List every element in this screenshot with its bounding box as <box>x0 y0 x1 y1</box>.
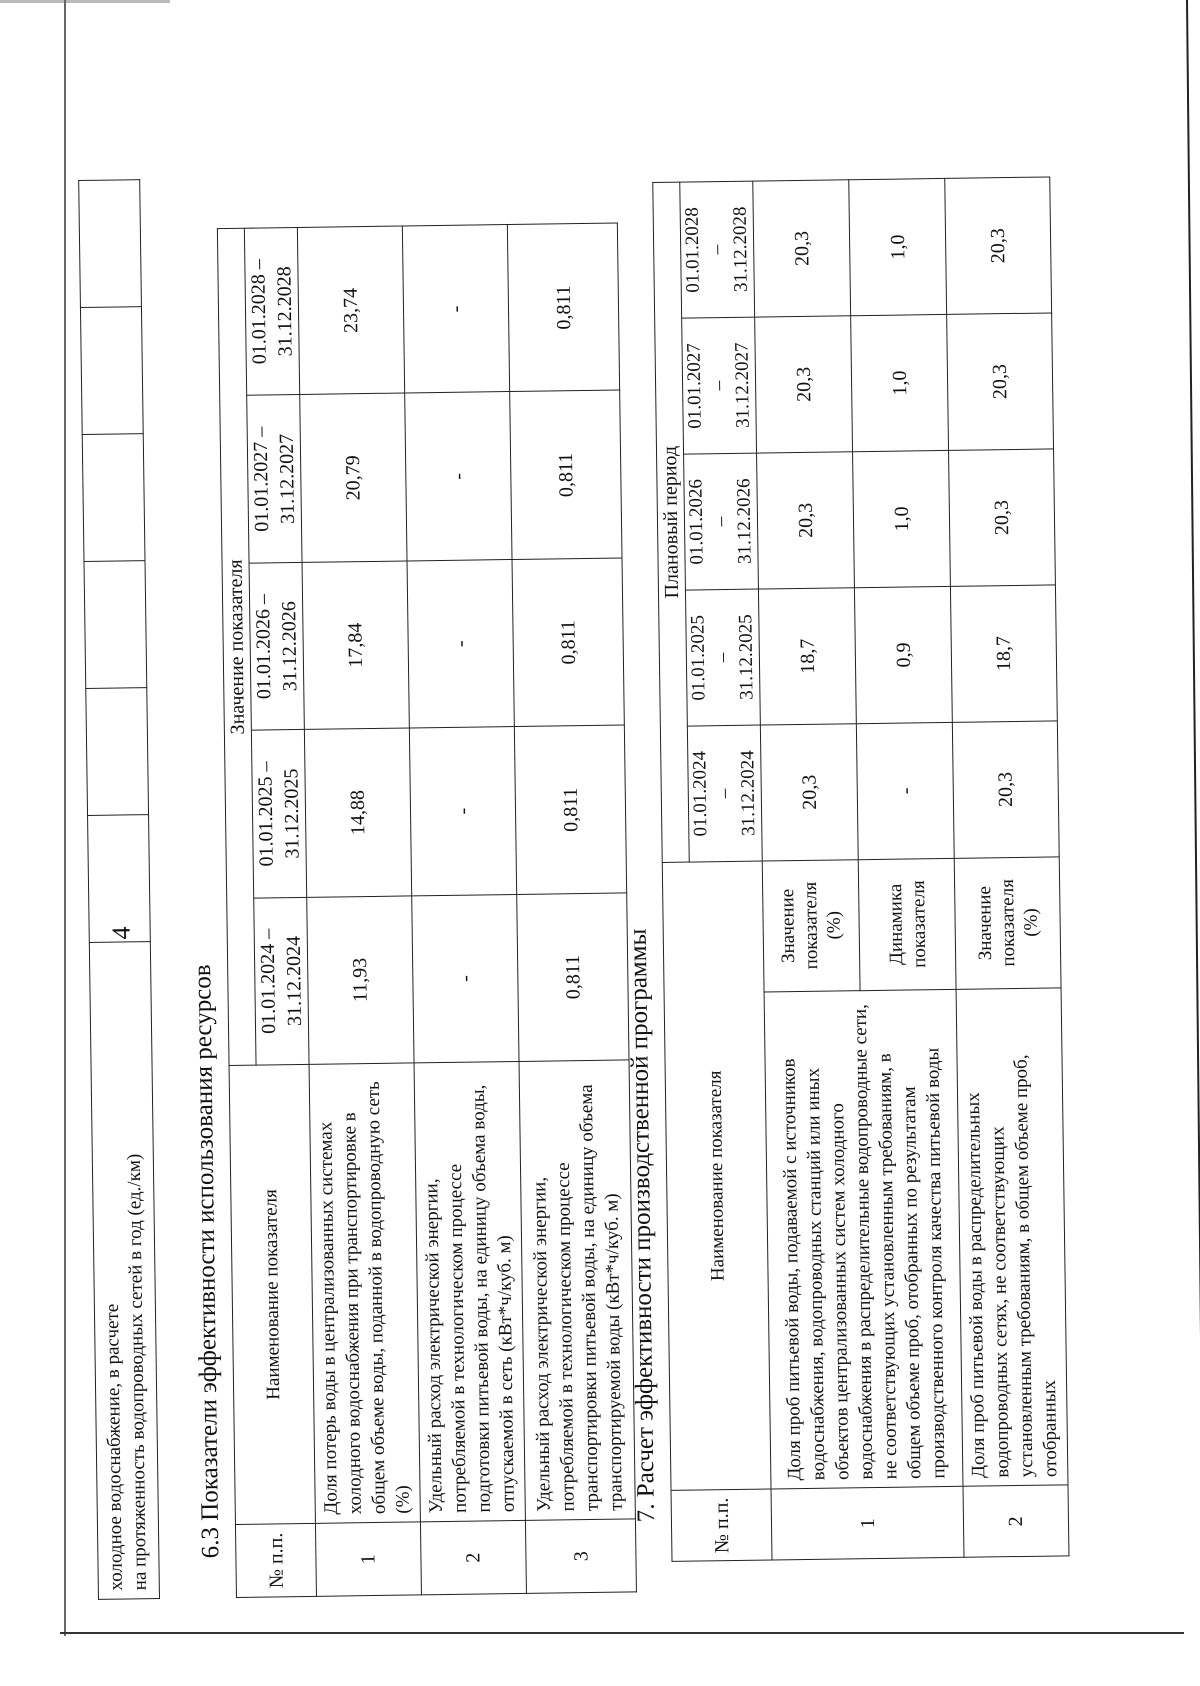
row-value: 18,7 <box>758 588 856 725</box>
row-name: Удельный расход электрической энергии, потребляемой в технологическом процессе транспортировки питьевой воды, на единицу объема транспортируемой воды (кВт*ч/куб. м) <box>519 1060 635 1521</box>
row-value: - <box>856 722 954 859</box>
period-dash: – <box>708 380 730 391</box>
scan-edge <box>60 1632 1184 1634</box>
period-dash: – <box>709 516 732 527</box>
table-row <box>297 226 421 1596</box>
row-name: Доля потерь воды в централизованных системах холодного водоснабжения при транспортировке в общем объеме воды, поданной в водопроводную сеть (%) <box>309 1063 420 1523</box>
section-title-7: 7. Расчет эффективности производственной программы <box>624 928 660 1523</box>
row-value: 0,811 <box>507 223 619 392</box>
row-value: - <box>409 727 516 896</box>
col-header-value: Значение показателя <box>217 228 256 1065</box>
row-value: 0,9 <box>854 586 952 723</box>
row-value: - <box>407 559 514 728</box>
page-number: 4 <box>106 926 136 940</box>
row-value: - <box>412 894 519 1063</box>
row-value: 1,0 <box>849 178 947 315</box>
row-name: Удельный расход электрической энергии, потребляемой в технологическом процессе подготовки питьевой воды, на единицу объема воды, отпускаемой в сеть (кВт*ч/куб. м) <box>414 1061 525 1521</box>
row-name: Доля проб питьевой воды, подаваемой с источников водоснабжения, водопроводных станций или иных объектов централизованных систем холодного водоснабжения в распределительные водопроводные сети, не соответствующих установленным требованиям, в общем объеме проб, отобранных по результатам производственного контроля качества питьевой воды <box>764 989 963 1489</box>
indicator-kind: Динамика показателя <box>858 858 956 990</box>
empty-cell <box>84 561 147 689</box>
period-start: 01.01.2027 <box>683 343 706 429</box>
row-value: 20,3 <box>947 313 1054 450</box>
row-value: 18,7 <box>950 585 1057 722</box>
period-end: 31.12.2028 <box>729 206 752 293</box>
row-value: 20,3 <box>760 724 858 861</box>
period-header <box>687 725 762 862</box>
row-number: 1 <box>771 1487 964 1560</box>
scan-edge <box>0 0 170 3</box>
row-number: 2 <box>963 1485 1069 1557</box>
continued-table <box>78 179 160 1600</box>
period-header: 01.01.2026 – 31.12.2026 <box>249 562 304 730</box>
period-end: 31.12.2027 <box>731 342 754 429</box>
period-header: 01.01.2025 – 31.12.2025 <box>251 730 306 898</box>
empty-cell <box>80 307 143 435</box>
indicator-kind: Значение показателя (%) <box>762 859 860 991</box>
row-value: 0,811 <box>510 390 622 559</box>
program-efficiency-body <box>753 177 1069 1560</box>
program-efficiency-table <box>652 176 1069 1561</box>
period-header <box>682 317 757 454</box>
period-header <box>685 589 760 726</box>
row-number: 1 <box>315 1522 421 1596</box>
period-dash: – <box>711 652 733 663</box>
row-value: - <box>405 392 512 561</box>
col-header-name: Наименование показателя <box>229 1064 315 1524</box>
period-start: 01.01.2024 <box>689 750 712 837</box>
row-value: 17,84 <box>302 561 409 730</box>
period-dash: – <box>706 244 728 255</box>
table-row <box>945 177 1069 1557</box>
period-header: 01.01.2028 – 31.12.2028 <box>244 227 299 395</box>
row-value: 1,0 <box>853 450 951 587</box>
continued-row-label <box>89 942 159 1600</box>
col-header-name: Наименование показателя <box>662 861 771 1491</box>
row-value: 11,93 <box>307 896 414 1065</box>
row-value: 23,74 <box>297 226 404 395</box>
period-start: 01.01.2026 <box>685 478 708 565</box>
indicator-kind: Значение показателя (%) <box>954 857 1061 989</box>
empty-cell <box>88 815 151 943</box>
resource-efficiency-table <box>217 222 637 1597</box>
row-number: 2 <box>420 1521 526 1595</box>
row-value: 0,811 <box>517 893 629 1062</box>
row-value: 20,3 <box>952 721 1059 858</box>
row-value: 20,3 <box>949 449 1056 586</box>
empty-cell <box>82 434 145 562</box>
col-header-num: № п.п. <box>671 1489 772 1561</box>
section-title-6-3: 6.3 Показатели эффективности использования ресурсов <box>189 964 225 1559</box>
period-header: 01.01.2024 – 31.12.2024 <box>254 897 309 1065</box>
period-start: 01.01.2028 <box>681 207 704 293</box>
row-value: 1,0 <box>851 314 949 451</box>
period-end: 31.12.2026 <box>733 478 756 565</box>
row-value: 0,811 <box>514 725 626 894</box>
empty-cell <box>79 180 142 308</box>
row-value: 14,88 <box>304 728 411 897</box>
resource-efficiency-body <box>297 223 636 1596</box>
rotated-document-page <box>69 65 1140 1600</box>
continued-row-line1: холодное водоснабжение, в расчете <box>101 1303 127 1591</box>
table-row <box>507 223 636 1593</box>
row-value: 20,3 <box>945 177 1052 314</box>
row-value: 20,3 <box>757 452 855 589</box>
period-header: 01.01.2027 – 31.12.2027 <box>247 395 302 563</box>
row-number: 3 <box>525 1519 636 1593</box>
row-value: 20,3 <box>753 180 851 317</box>
empty-cell <box>86 688 149 816</box>
row-value: - <box>402 225 509 394</box>
period-start: 01.01.2025 <box>687 614 710 701</box>
row-value: 20,3 <box>755 316 853 453</box>
col-header-num: № п.п. <box>235 1523 316 1597</box>
col-header-plan: Плановый период <box>653 182 689 862</box>
period-header <box>680 181 755 318</box>
continued-row-line2: на протяженность водопроводных сетей в год (ед./км) <box>123 1153 151 1591</box>
table-row <box>402 225 526 1595</box>
scan-edge <box>64 0 66 1636</box>
period-dash: – <box>713 788 735 799</box>
period-end: 31.12.2024 <box>737 750 760 836</box>
row-value: 0,811 <box>512 558 624 727</box>
period-end: 31.12.2025 <box>735 614 758 701</box>
row-name: Доля проб питьевой воды в распределительных водопроводных сетях, не соответствующих установленным требованиям, в общем объеме проб, отобранных <box>956 988 1068 1487</box>
scan-edge <box>1186 0 1200 1686</box>
period-header <box>684 453 759 590</box>
row-value: 20,79 <box>300 393 407 562</box>
